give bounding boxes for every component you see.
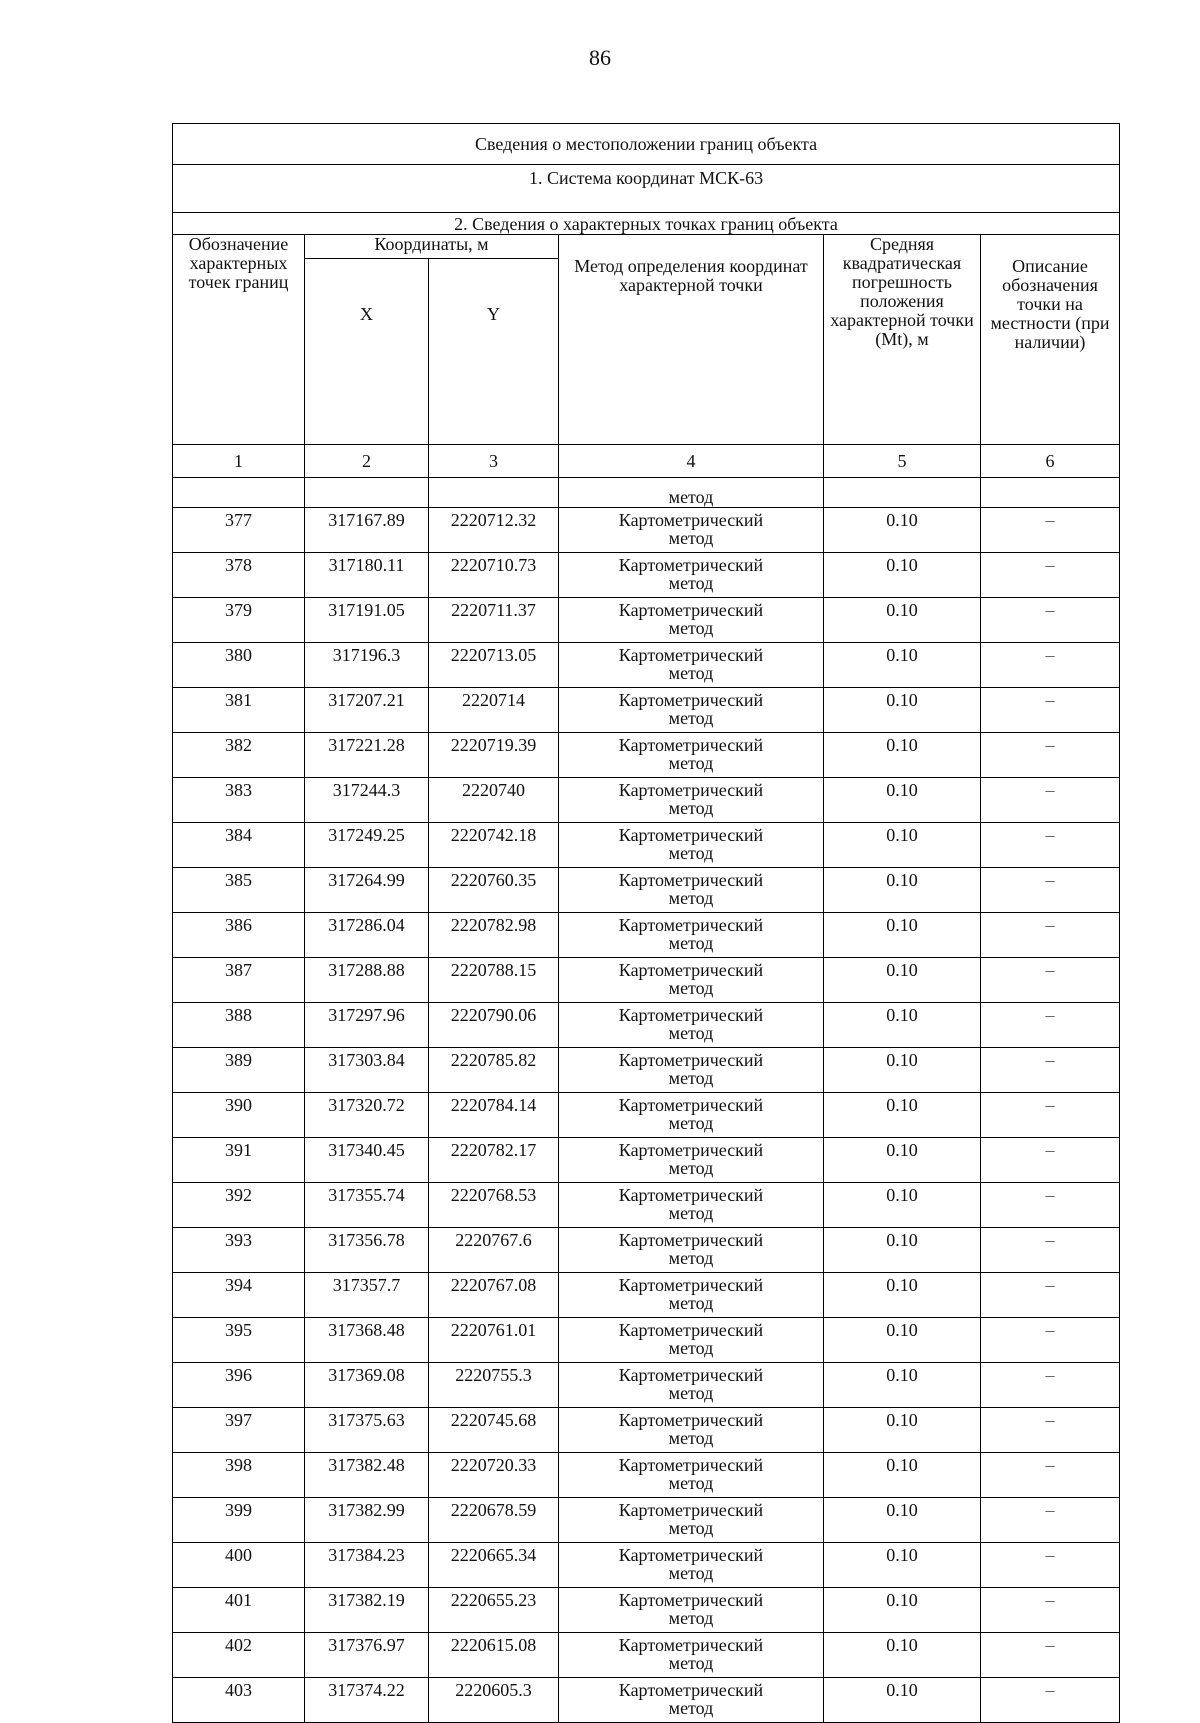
coord-y: 2220678.59: [429, 1498, 559, 1543]
point-number: 394: [173, 1273, 305, 1318]
point-description: –: [981, 1093, 1120, 1138]
mean-error: 0.10: [824, 1453, 981, 1498]
table-row: [173, 1318, 1120, 1363]
coord-x: 317384.23: [305, 1543, 429, 1588]
point-description: –: [981, 1228, 1120, 1273]
header-y: Y: [429, 259, 559, 445]
method-label-cont: метод: [668, 978, 714, 998]
point-description: –: [981, 1543, 1120, 1588]
method-cell: [559, 733, 824, 778]
method-label-cont: метод: [668, 1563, 714, 1583]
method-label: Картометрический: [618, 555, 764, 575]
point-number: 400: [173, 1543, 305, 1588]
mean-error: 0.10: [824, 1048, 981, 1093]
header-point-designation: Обозначение характерных точек границ: [173, 235, 305, 445]
point-description: –: [981, 1498, 1120, 1543]
coord-y: 2220713.05: [429, 643, 559, 688]
method-label: Картометрический: [618, 870, 764, 890]
point-number: 378: [173, 553, 305, 598]
coord-y: 2220665.34: [429, 1543, 559, 1588]
mean-error: 0.10: [824, 643, 981, 688]
method-cell: [559, 598, 824, 643]
method-cell: [559, 1363, 824, 1408]
method-label-cont: метод: [668, 1608, 714, 1628]
coord-x: 317297.96: [305, 1003, 429, 1048]
method-label: Картометрический: [618, 645, 764, 665]
point-description: –: [981, 1588, 1120, 1633]
table-row: [173, 1453, 1120, 1498]
method-label: Картометрический: [618, 1050, 764, 1070]
point-number: 401: [173, 1588, 305, 1633]
point-description: –: [981, 598, 1120, 643]
method-label: Картометрический: [618, 780, 764, 800]
point-description: –: [981, 1633, 1120, 1678]
table-row: [173, 553, 1120, 598]
coord-y: 2220768.53: [429, 1183, 559, 1228]
point-description: –: [981, 1318, 1120, 1363]
page-number: 86: [589, 45, 611, 70]
mean-error: 0.10: [824, 553, 981, 598]
method-label: Картометрический: [618, 1230, 764, 1250]
coord-x: 317320.72: [305, 1093, 429, 1138]
point-description: –: [981, 688, 1120, 733]
method-label: Картометрический: [618, 1275, 764, 1295]
method-label-cont: метод: [668, 1158, 714, 1178]
mean-error: 0.10: [824, 1273, 981, 1318]
point-number: 387: [173, 958, 305, 1003]
method-cell: [559, 778, 824, 823]
table-row: [173, 1633, 1120, 1678]
method-cell: [559, 1498, 824, 1543]
method-cell: [559, 958, 824, 1003]
point-description: –: [981, 1408, 1120, 1453]
point-number: 397: [173, 1408, 305, 1453]
method-label-cont: метод: [668, 798, 714, 818]
table-row: [173, 1678, 1120, 1723]
method-cell: [559, 913, 824, 958]
method-label-cont: метод: [668, 708, 714, 728]
method-label-cont: метод: [668, 753, 714, 773]
point-number: 389: [173, 1048, 305, 1093]
method-label-cont: метод: [668, 1383, 714, 1403]
method-cell: [559, 1408, 824, 1453]
table-row: [173, 823, 1120, 868]
point-description: –: [981, 1183, 1120, 1228]
table-row: [173, 1543, 1120, 1588]
point-number: 402: [173, 1633, 305, 1678]
mean-error: 0.10: [824, 1678, 981, 1723]
coord-x: 317207.21: [305, 688, 429, 733]
method-label-cont: метод: [668, 663, 714, 683]
coord-x: 317244.3: [305, 778, 429, 823]
point-number: 382: [173, 733, 305, 778]
table-row: [173, 778, 1120, 823]
coord-y: 2220655.23: [429, 1588, 559, 1633]
header-error: Средняя квадратическая погрешность положения характерной точки (Mt), м: [824, 235, 981, 445]
point-number: 379: [173, 598, 305, 643]
method-label-cont: метод: [668, 1338, 714, 1358]
table-row: [173, 1093, 1120, 1138]
boundary-points-table: [172, 123, 1120, 1723]
method-cell: [559, 823, 824, 868]
mean-error: 0.10: [824, 688, 981, 733]
method-cell: [559, 508, 824, 553]
mean-error: 0.10: [824, 1183, 981, 1228]
method-cell: [559, 868, 824, 913]
method-label-cont: метод: [668, 933, 714, 953]
mean-error: 0.10: [824, 778, 981, 823]
point-description: –: [981, 733, 1120, 778]
column-number: 6: [981, 445, 1120, 478]
coord-y: 2220719.39: [429, 733, 559, 778]
coord-y: 2220767.08: [429, 1273, 559, 1318]
continuation-method: метод: [559, 478, 824, 508]
point-description: –: [981, 1138, 1120, 1183]
mean-error: 0.10: [824, 1228, 981, 1273]
column-number: 5: [824, 445, 981, 478]
mean-error: 0.10: [824, 1498, 981, 1543]
method-label-cont: метод: [668, 1653, 714, 1673]
point-description: –: [981, 1273, 1120, 1318]
method-label: Картометрический: [618, 690, 764, 710]
coord-x: 317368.48: [305, 1318, 429, 1363]
method-label-cont: метод: [668, 1068, 714, 1088]
point-description: –: [981, 553, 1120, 598]
method-label: Картометрический: [618, 1410, 764, 1430]
point-description: –: [981, 1363, 1120, 1408]
method-label-cont: метод: [668, 1023, 714, 1043]
method-label: Картометрический: [618, 915, 764, 935]
method-label: Картометрический: [618, 1320, 764, 1340]
table-row: [173, 1228, 1120, 1273]
method-cell: [559, 1543, 824, 1588]
method-cell: [559, 1093, 824, 1138]
coord-y: 2220782.17: [429, 1138, 559, 1183]
mean-error: 0.10: [824, 1363, 981, 1408]
method-label: Картометрический: [618, 1500, 764, 1520]
mean-error: 0.10: [824, 1633, 981, 1678]
table-row: [173, 1183, 1120, 1228]
method-label-cont: метод: [668, 1518, 714, 1538]
point-description: –: [981, 823, 1120, 868]
point-number: 403: [173, 1678, 305, 1723]
mean-error: 0.10: [824, 508, 981, 553]
method-label: Картометрический: [618, 735, 764, 755]
coord-y: 2220742.18: [429, 823, 559, 868]
table-row: [173, 643, 1120, 688]
method-label: Картометрический: [618, 1455, 764, 1475]
empty-cell: [173, 478, 305, 508]
coord-x: 317191.05: [305, 598, 429, 643]
point-number: 388: [173, 1003, 305, 1048]
coord-y: 2220782.98: [429, 913, 559, 958]
table-row: [173, 913, 1120, 958]
point-description: –: [981, 1003, 1120, 1048]
mean-error: 0.10: [824, 1318, 981, 1363]
coord-y: 2220720.33: [429, 1453, 559, 1498]
coord-y: 2220712.32: [429, 508, 559, 553]
table-row: [173, 1273, 1120, 1318]
method-label-cont: метод: [668, 528, 714, 548]
table-row: [173, 868, 1120, 913]
column-number: 4: [559, 445, 824, 478]
method-label-cont: метод: [668, 573, 714, 593]
point-number: 395: [173, 1318, 305, 1363]
point-number: 386: [173, 913, 305, 958]
mean-error: 0.10: [824, 1003, 981, 1048]
coord-y: 2220711.37: [429, 598, 559, 643]
coord-y: 2220785.82: [429, 1048, 559, 1093]
table-row: [173, 688, 1120, 733]
method-label: Картометрический: [618, 1095, 764, 1115]
method-cell: [559, 1453, 824, 1498]
table-row: [173, 1363, 1120, 1408]
mean-error: 0.10: [824, 1093, 981, 1138]
method-cell: [559, 1588, 824, 1633]
coord-x: 317196.3: [305, 643, 429, 688]
table-row: [173, 1138, 1120, 1183]
method-label-cont: метод: [668, 1698, 714, 1718]
method-label: Картометрический: [618, 600, 764, 620]
point-number: 384: [173, 823, 305, 868]
method-cell: [559, 1003, 824, 1048]
coord-y: 2220760.35: [429, 868, 559, 913]
coord-x: 317340.45: [305, 1138, 429, 1183]
point-description: –: [981, 643, 1120, 688]
point-number: 393: [173, 1228, 305, 1273]
column-numbers-row: [173, 445, 1120, 478]
coord-y: 2220714: [429, 688, 559, 733]
method-label-cont: метод: [668, 1248, 714, 1268]
coord-x: 317382.19: [305, 1588, 429, 1633]
coord-x: 317382.48: [305, 1453, 429, 1498]
continuation-row: [173, 478, 1120, 508]
method-cell: [559, 1273, 824, 1318]
point-number: 381: [173, 688, 305, 733]
coord-y: 2220710.73: [429, 553, 559, 598]
coord-x: 317375.63: [305, 1408, 429, 1453]
header-coordinates: Координаты, м: [305, 235, 559, 259]
method-label-cont: метод: [668, 1428, 714, 1448]
method-label: Картометрический: [618, 1680, 764, 1700]
method-label: Картометрический: [618, 1545, 764, 1565]
method-cell: [559, 1633, 824, 1678]
table-row: [173, 508, 1120, 553]
method-label-cont: метод: [668, 1203, 714, 1223]
method-label: Картометрический: [618, 1140, 764, 1160]
empty-cell: [305, 478, 429, 508]
method-cell: [559, 553, 824, 598]
point-number: 377: [173, 508, 305, 553]
table-row: [173, 1498, 1120, 1543]
coord-y: 2220767.6: [429, 1228, 559, 1273]
table-row: [173, 1408, 1120, 1453]
coord-x: 317374.22: [305, 1678, 429, 1723]
coord-y: 2220784.14: [429, 1093, 559, 1138]
coord-x: 317288.88: [305, 958, 429, 1003]
mean-error: 0.10: [824, 823, 981, 868]
method-cell: [559, 1048, 824, 1093]
mean-error: 0.10: [824, 733, 981, 778]
coord-y: 2220605.3: [429, 1678, 559, 1723]
point-description: –: [981, 958, 1120, 1003]
table-title: Сведения о местоположении границ объекта: [173, 124, 1120, 165]
coord-y: 2220755.3: [429, 1363, 559, 1408]
table-row: [173, 598, 1120, 643]
coord-x: 317303.84: [305, 1048, 429, 1093]
point-number: 398: [173, 1453, 305, 1498]
point-description: –: [981, 913, 1120, 958]
mean-error: 0.10: [824, 1138, 981, 1183]
method-label: Картометрический: [618, 960, 764, 980]
point-number: 399: [173, 1498, 305, 1543]
coord-x: 317376.97: [305, 1633, 429, 1678]
point-description: –: [981, 1678, 1120, 1723]
column-number: 1: [173, 445, 305, 478]
point-number: 396: [173, 1363, 305, 1408]
table-row: [173, 1003, 1120, 1048]
method-label: Картометрический: [618, 1365, 764, 1385]
column-number: 3: [429, 445, 559, 478]
point-number: 390: [173, 1093, 305, 1138]
method-cell: [559, 1183, 824, 1228]
coord-y: 2220615.08: [429, 1633, 559, 1678]
coord-x: 317382.99: [305, 1498, 429, 1543]
method-label: Картометрический: [618, 1005, 764, 1025]
method-label: Картометрический: [618, 1185, 764, 1205]
method-cell: [559, 688, 824, 733]
method-label-cont: метод: [668, 1113, 714, 1133]
coord-y: 2220790.06: [429, 1003, 559, 1048]
section-heading: 2. Сведения о характерных точках границ объекта: [173, 213, 1120, 235]
method-label-cont: метод: [668, 1293, 714, 1313]
coord-x: 317369.08: [305, 1363, 429, 1408]
coord-x: 317356.78: [305, 1228, 429, 1273]
coord-y: 2220788.15: [429, 958, 559, 1003]
method-cell: [559, 1138, 824, 1183]
coord-y: 2220740: [429, 778, 559, 823]
mean-error: 0.10: [824, 1588, 981, 1633]
coord-x: 317264.99: [305, 868, 429, 913]
table-row: [173, 1588, 1120, 1633]
coord-x: 317355.74: [305, 1183, 429, 1228]
point-number: 391: [173, 1138, 305, 1183]
point-description: –: [981, 508, 1120, 553]
coord-x: 317167.89: [305, 508, 429, 553]
method-cell: [559, 1228, 824, 1273]
mean-error: 0.10: [824, 1543, 981, 1588]
method-label-cont: метод: [668, 1473, 714, 1493]
point-number: 380: [173, 643, 305, 688]
coordinate-system: 1. Система координат МСК-63: [173, 165, 1120, 213]
method-cell: [559, 643, 824, 688]
method-label-cont: метод: [668, 618, 714, 638]
coord-y: 2220745.68: [429, 1408, 559, 1453]
point-description: –: [981, 778, 1120, 823]
method-label: Картометрический: [618, 825, 764, 845]
point-number: 392: [173, 1183, 305, 1228]
table-row: [173, 733, 1120, 778]
empty-cell: [981, 478, 1120, 508]
coord-x: 317249.25: [305, 823, 429, 868]
point-number: 383: [173, 778, 305, 823]
point-description: –: [981, 868, 1120, 913]
mean-error: 0.10: [824, 868, 981, 913]
coord-x: 317286.04: [305, 913, 429, 958]
method-cell: [559, 1678, 824, 1723]
method-cell: [559, 1318, 824, 1363]
point-number: 385: [173, 868, 305, 913]
mean-error: 0.10: [824, 598, 981, 643]
method-label: Картометрический: [618, 510, 764, 530]
empty-cell: [824, 478, 981, 508]
method-label-cont: метод: [668, 888, 714, 908]
header-description: Описание обозначения точки на местности (при наличии): [981, 235, 1120, 445]
table-row: [173, 1048, 1120, 1093]
method-label: Картометрический: [618, 1635, 764, 1655]
empty-cell: [429, 478, 559, 508]
point-description: –: [981, 1048, 1120, 1093]
method-label: Картометрический: [618, 1590, 764, 1610]
header-method: Метод определения координат характерной точки: [559, 235, 824, 445]
coord-y: 2220761.01: [429, 1318, 559, 1363]
header-x: X: [305, 259, 429, 445]
mean-error: 0.10: [824, 1408, 981, 1453]
coord-x: 317221.28: [305, 733, 429, 778]
point-description: –: [981, 1453, 1120, 1498]
table-row: [173, 958, 1120, 1003]
mean-error: 0.10: [824, 913, 981, 958]
mean-error: 0.10: [824, 958, 981, 1003]
column-number: 2: [305, 445, 429, 478]
method-label-cont: метод: [668, 843, 714, 863]
coord-x: 317180.11: [305, 553, 429, 598]
coord-x: 317357.7: [305, 1273, 429, 1318]
